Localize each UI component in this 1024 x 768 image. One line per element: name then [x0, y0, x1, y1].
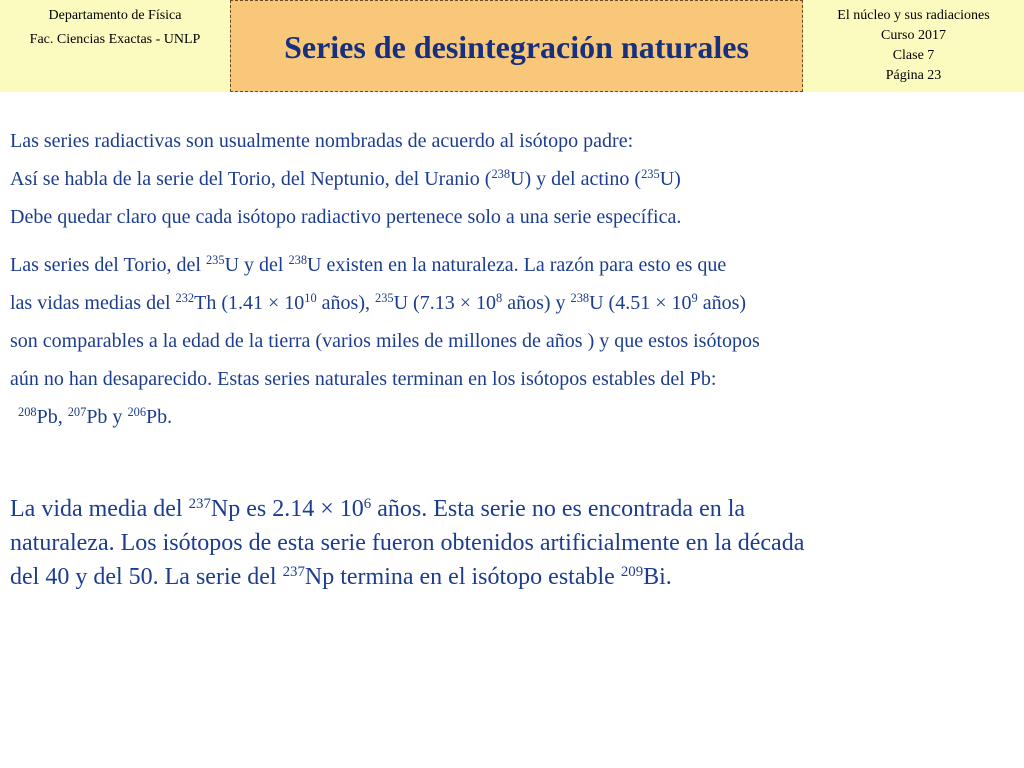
text-line	[10, 284, 1014, 322]
mass-number: 235	[641, 167, 660, 182]
paragraph-series-naming	[10, 122, 1014, 236]
mass-number: 238	[570, 291, 590, 306]
text-line	[10, 560, 1014, 594]
class-number-label: Clase 7	[892, 48, 935, 63]
mass-number: 237	[282, 563, 305, 580]
mass-number: 209	[620, 563, 644, 580]
mass-number: 208	[18, 405, 37, 420]
course-name-label: El núcleo y sus radiaciones	[837, 8, 990, 23]
mass-number: 235	[205, 253, 225, 268]
text-run: U (7.13 × 10	[393, 292, 496, 314]
text-run: las vidas medias del	[10, 292, 176, 314]
mass-number: 237	[188, 495, 211, 512]
text-run: Np es 2.14 × 10	[210, 496, 364, 522]
text-run: La vida media del	[10, 496, 189, 522]
course-year-label: Curso 2017	[881, 28, 946, 43]
text-run: Las series radiactivas son usualmente nombradas de acuerdo al isótopo padre:	[10, 130, 634, 152]
mass-number: 238	[491, 167, 511, 182]
text-run: naturaleza. Los isótopos de esta serie fueron obtenidos artificialmente en la década	[10, 530, 805, 556]
text-run: Debe quedar claro que cada isótopo radiactivo pertenece solo a una serie específica.	[10, 206, 682, 228]
paragraph-neptunium-series	[10, 492, 1014, 594]
text-run: Np termina en el isótopo estable	[304, 564, 621, 590]
text-run: Pb,	[36, 406, 68, 428]
text-line	[10, 398, 1014, 436]
slide-content	[10, 122, 1014, 594]
paragraph-natural-series	[10, 246, 1014, 436]
text-run: U y del	[224, 254, 289, 276]
exponent: 10	[304, 291, 317, 306]
text-line	[10, 360, 1014, 398]
mass-number: 206	[127, 405, 147, 420]
text-line	[10, 160, 1014, 198]
mass-number: 235	[375, 291, 394, 306]
text-run: Las series del Torio, del	[10, 254, 206, 276]
faculty-label: Fac. Ciencias Exactas - UNLP	[29, 32, 201, 47]
slide-header	[0, 0, 1024, 92]
text-run: aún no han desaparecido. Estas series naturales terminan en los isótopos estables del Pb:	[10, 368, 717, 390]
mass-number: 232	[175, 291, 195, 306]
text-run: Pb.	[146, 406, 173, 428]
exponent: 9	[691, 291, 698, 306]
text-run: Así se habla de la serie del Torio, del Neptunio, del Uranio (	[10, 168, 492, 190]
text-run: años. Esta serie no es encontrada en la	[371, 496, 746, 522]
text-line	[10, 322, 1014, 360]
text-run: años)	[697, 292, 747, 314]
department-label: Departamento de Física	[48, 8, 182, 23]
text-run: Pb y	[86, 406, 128, 428]
header-right-box	[803, 0, 1024, 92]
text-run: Bi.	[643, 564, 672, 590]
text-run: años),	[316, 292, 375, 314]
text-run: U (4.51 × 10	[589, 292, 692, 314]
mass-number: 238	[288, 253, 308, 268]
text-run: años) y	[502, 292, 571, 314]
text-line	[10, 122, 1014, 160]
text-run: U)	[659, 168, 681, 190]
header-left-box	[0, 0, 230, 92]
text-run: U) y del actino (	[510, 168, 642, 190]
page-number-label: Página 23	[885, 68, 942, 83]
text-line	[10, 246, 1014, 284]
slide-title: Series de desintegración naturales	[284, 28, 749, 65]
text-line	[10, 526, 1014, 560]
mass-number: 207	[67, 405, 87, 420]
text-run: Th (1.41 × 10	[194, 292, 305, 314]
text-line	[10, 492, 1014, 526]
text-run: del 40 y del 50. La serie del	[10, 564, 283, 590]
exponent: 6	[363, 495, 372, 512]
header-title-box	[230, 0, 803, 92]
text-run: son comparables a la edad de la tierra (varios miles de millones de años ) y que estos isótopos	[10, 330, 760, 352]
text-run: U existen en la naturaleza. La razón para esto es que	[307, 254, 727, 276]
text-line	[10, 198, 1014, 236]
exponent: 8	[495, 291, 503, 306]
